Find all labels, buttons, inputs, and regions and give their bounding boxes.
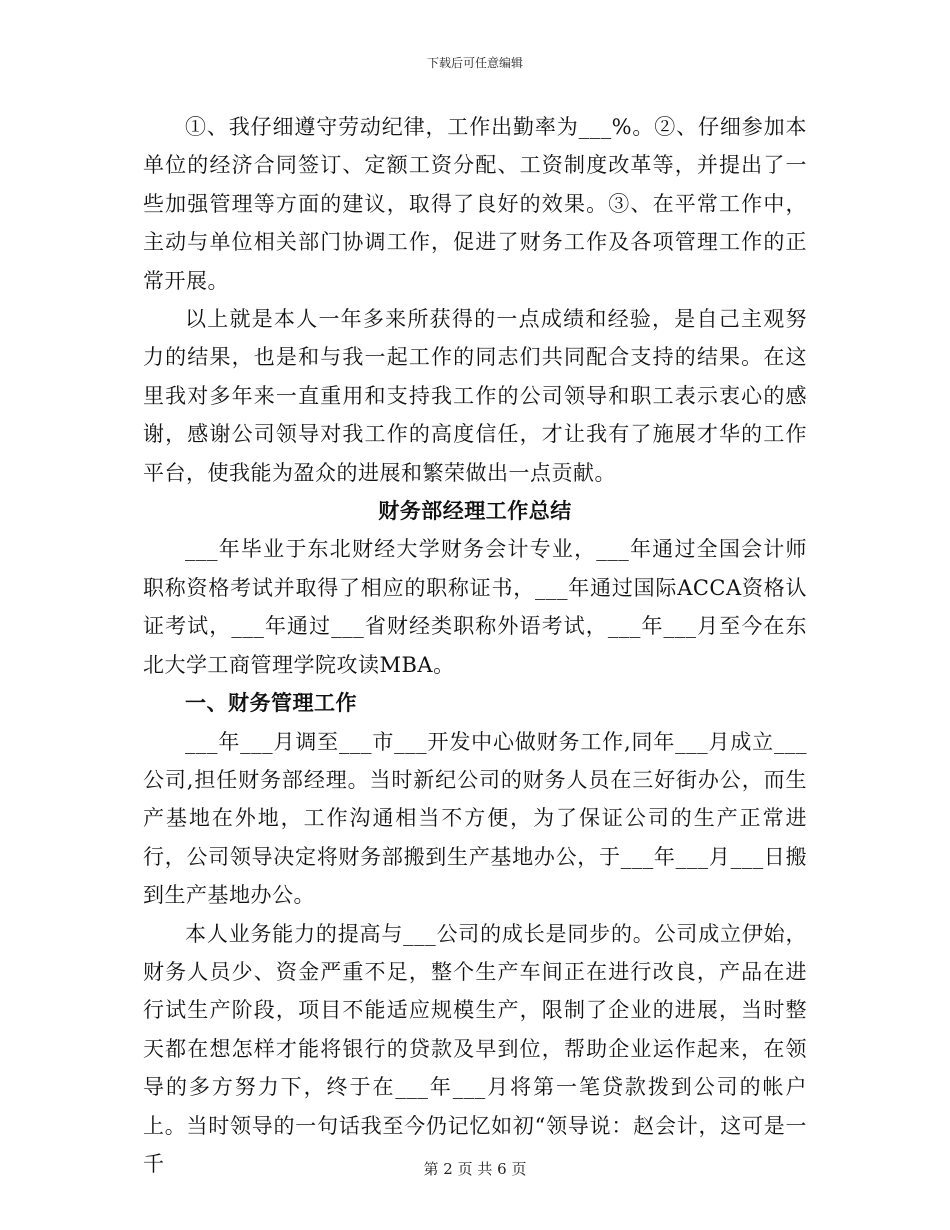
- paragraph-achievements-thanks: 以上就是本人一年多来所获得的一点成绩和经验，是自己主观努力的结果，也是和与我一起工作的同志们共同配合支持的结果。在这里我对多年来一直重用和支持我工作的公司领导和职工表示衷心的感谢，感谢公司领导对我工作的高度信任，才让我有了施展才华的工作平台，使我能为盈众的进展和繁荣做出一点贡献。: [143, 307, 807, 485]
- paragraph-job-transfer: ___年___月调至___市___开发中心做财务工作,同年___月成立___公司,担任财务部经理。当时新纪公司的财务人员在三好街办公，而生产基地在外地，工作沟通相当不方便，为了保证公司的生产正常进行，公司领导决定将财务部搬到生产基地办公，于___年___月___日搬到生产基地办公。: [143, 729, 807, 908]
- section-heading-financial-management: 一、财务管理工作: [185, 690, 357, 716]
- paragraph-work-discipline: ①、我仔细遵守劳动纪律，工作出勤率为___%。②、仔细参加本单位的经济合同签订、定额工资分配、工资制度改革等，并提出了一些加强管理等方面的建议，取得了良好的效果。③、在平常工作中，主动与单位相关部门协调工作，促进了财务工作及各项管理工作的正常开展。: [143, 115, 807, 293]
- paragraph-education-background: ___年毕业于东北财经大学财务会计专业，___年通过全国会计师职称资格考试并取得了相应的职称证书，___年通过国际ACCA资格认证考试，___年通过___省财经类职称外语考试，___年___月至今在东北大学工商管理学院攻读MBA。: [143, 537, 807, 677]
- section-title: 财务部经理工作总结: [378, 498, 572, 524]
- page-header: 下载后可任意编辑: [426, 56, 523, 70]
- page-footer: 第 2 页 共 6 页: [423, 1160, 527, 1178]
- document-body: [143, 108, 807, 1183]
- paragraph-company-growth: 本人业务能力的提高与___公司的成长是同步的。公司成立伊始，财务人员少、资金严重不足，整个生产车间正在进行改良，产品在进行试生产阶段，项目不能适应规模生产，限制了企业的进展，当时整天都在想怎样才能将银行的贷款及早到位，帮助企业运作起来，在领导的多方努力下，终于在___年___月将第一笔贷款拨到公司的帐户上。当时领导的一句话我至今仍记忆如初“领导说：赵会计，这可是一千: [143, 921, 807, 1176]
